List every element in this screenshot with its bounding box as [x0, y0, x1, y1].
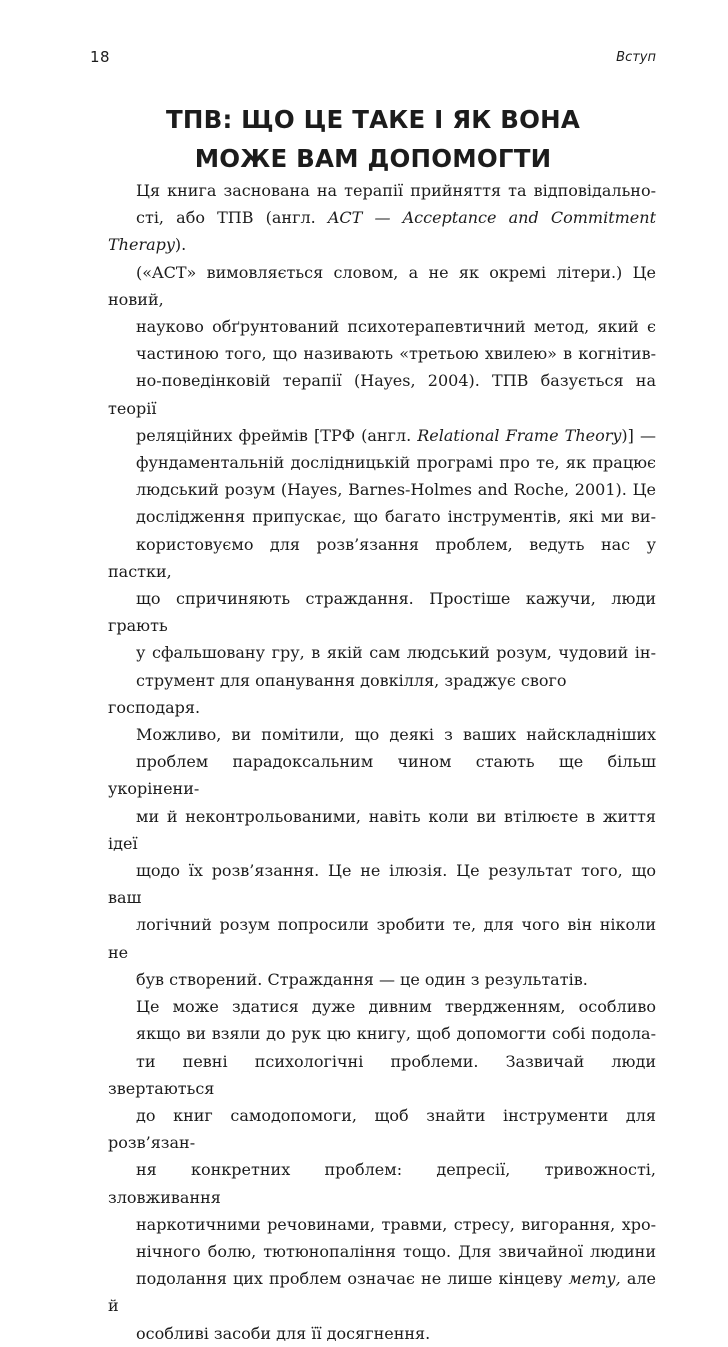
text-line: якщо ви взяли до рук цю книгу, щоб допомогти собі подола- [136, 1024, 656, 1044]
text-line: Це може здатися дуже дивним твердженням, особливо [136, 997, 656, 1017]
text-line: до книг самодопомоги, щоб знайти інструменти для розв’язан- [108, 1105, 656, 1153]
text-line: ти певні психологічні проблеми. Зазвичай люди звертаються [108, 1051, 656, 1098]
paragraph-1 [108, 177, 656, 721]
text-run: сті, або ТПВ (англ. [136, 208, 328, 228]
italic-text: ACT — Acceptance and Commitment Therapy [108, 208, 656, 255]
text-line: користовуємо для розв’язання проблем, ведуть нас у пастки, [108, 534, 656, 581]
text-line: струмент для опанування довкілля, зраджує свого господаря. [108, 670, 567, 717]
text-line: науково обґрунтований психотерапевтичний метод, який є [136, 317, 656, 337]
chapter-title-line: ТПВ: ЩО ЦЕ ТАКЕ І ЯК ВОНА [165, 105, 581, 134]
chapter-title-line: МОЖЕ ВАМ ДОПОМОГТИ [194, 144, 552, 173]
paragraph-2 [108, 721, 656, 993]
text-run: ). [174, 235, 187, 255]
text-run: )] — [621, 425, 656, 445]
body-text [108, 177, 656, 1347]
text-line: фундаментальній дослідницькій програмі про те, як працює [136, 453, 656, 473]
text-line: ми й неконтрольованими, навіть коли ви втілюєте в життя ідеї [108, 806, 656, 853]
chapter-title [90, 100, 656, 178]
text-line: ня конкретних проблем: депресії, тривожності, зловживання [108, 1160, 656, 1207]
running-head: Вступ [616, 50, 656, 65]
text-run: подолання цих проблем означає не лише кінцеву [136, 1269, 569, 1289]
text-line: («ACT» вимовляється словом, а не як окремі літери.) Це новий, [108, 262, 656, 309]
text-line: наркотичними речовинами, травми, стресу, вигорання, хро- [136, 1214, 656, 1234]
text-line [108, 204, 656, 258]
text-line [108, 1265, 656, 1319]
paragraph-3 [108, 993, 656, 1347]
text-line: щодо їх розв’язання. Це не ілюзія. Це результат того, що ваш [108, 861, 656, 908]
text-line [108, 422, 656, 449]
text-line: людський розум (Hayes, Barnes-Holmes and Roche, 2001). Це [136, 480, 656, 500]
page-number: 18 [90, 48, 111, 66]
text-line: проблем парадоксальним чином стають ще більш укорінени- [108, 752, 656, 799]
text-line: був створений. Страждання — це один з результатів. [136, 969, 588, 989]
text-line: частиною того, що називають «третьою хвилею» в когнітив- [136, 344, 656, 364]
text-line: у сфальшовану гру, в якій сам людський розум, чудовий ін- [136, 643, 656, 663]
italic-text: Relational Frame Theory [417, 425, 622, 445]
text-line: нічного болю, тютюнопаління тощо. Для звичайної людини [136, 1241, 656, 1261]
text-line: що спричиняють страждання. Простіше кажучи, люди грають [108, 589, 656, 636]
text-line: логічний розум попросили зробити те, для чого він ніколи не [108, 915, 656, 962]
text-line: Можливо, ви помітили, що деякі з ваших найскладніших [136, 725, 656, 745]
text-line: Ця книга заснована на терапії прийняття та відповідально- [136, 181, 656, 200]
text-line: дослідження припускає, що багато інструментів, які ми ви- [136, 507, 656, 527]
text-run: але й [108, 1269, 656, 1316]
text-line: особливі засоби для її досягнення. [136, 1323, 431, 1343]
text-run: реляційних фреймів [ТРФ (англ. [136, 425, 418, 445]
text-line: но-поведінковій терапії (Hayes, 2004). ТПВ базується на теорії [108, 371, 656, 418]
italic-text: мету, [568, 1269, 621, 1289]
